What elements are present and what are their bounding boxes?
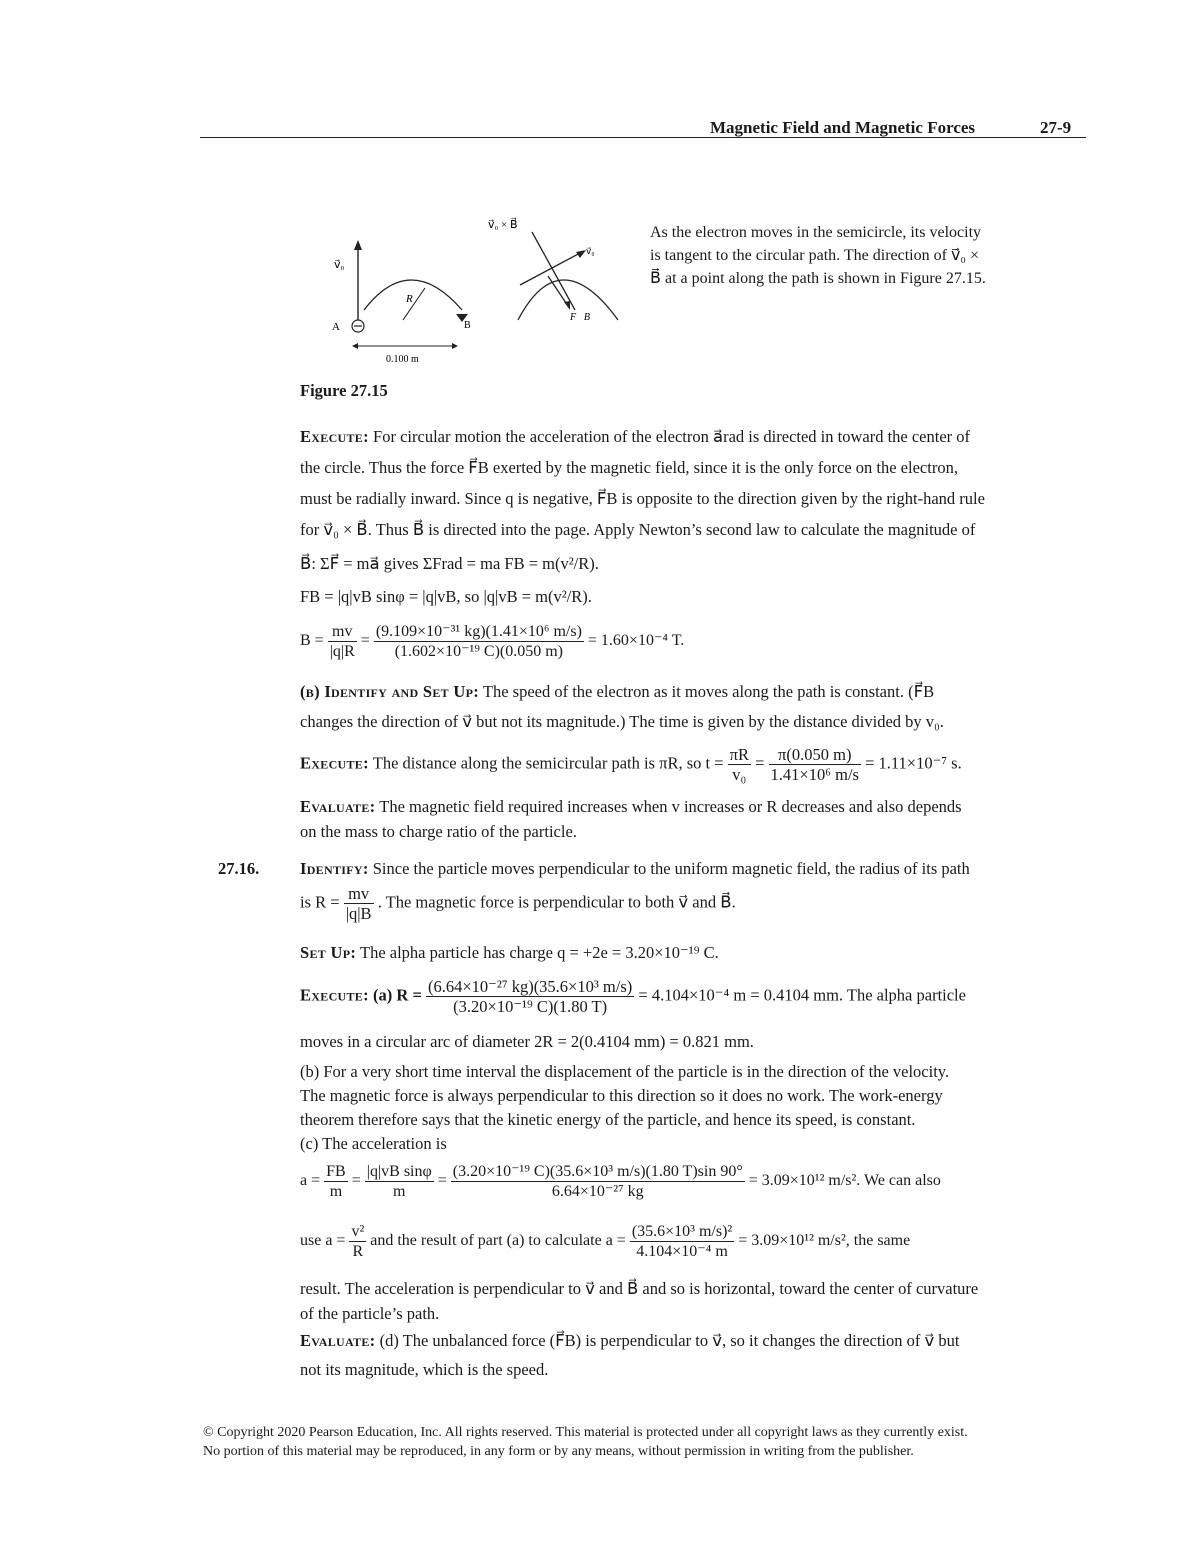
semicircle-path-2 (518, 280, 618, 320)
part-b-label: (b) Identify and Set Up: (300, 682, 480, 701)
fraction-b-values: $\frac{\text{(9.109×10⁻³¹ kg)(1.41×10⁶ m/s)}}{\text{(1.602×10⁻¹⁹ C)(0.050 m)}}$ (375, 623, 582, 660)
fraction-acc-values: $\frac{\text{(3.20×10⁻¹⁹ C)(35.6×10³ m/s)(1.80 T)sin 90°}}{\text{6.64×10⁻²⁷ kg}}$ (452, 1163, 743, 1200)
acc-lhs: a = (300, 1172, 321, 1190)
identify-text: Since the particle moves perpendicular to the uniform magnetic field, the radius of its path (372, 859, 970, 878)
execute-line2: the circle. Thus the force F⃗B exerted by the magnetic field, since it is the only force on the electron, (300, 458, 958, 477)
fraction-v2-r: $\frac{\text{v²}}{R}$ (351, 1223, 365, 1260)
execute-label-2: Execute: (300, 985, 369, 1005)
figure-caption-label: Figure 27.15 (300, 381, 388, 400)
fraction-radius-values: $\frac{\text{(6.64×10⁻²⁷ kg)(35.6×10³ m/s)}}{\text{(3.20×10⁻¹⁹ C)(1.80 T)}}$ (427, 977, 633, 1016)
execute-text: For circular motion the acceleration of the electron a⃗rad is directed in toward the center of (373, 427, 971, 446)
v0-tangent-label: v⃗₀ (586, 246, 595, 256)
distance-label: 0.100 m (386, 354, 419, 365)
part-a-label: (a) R = (373, 985, 422, 1005)
identify-line1 (300, 859, 970, 879)
result-line1: result. The acceleration is perpendicular to v⃗ and B⃗ and so is horizontal, toward the center of curvature (300, 1279, 979, 1298)
radius-result: = 4.104×10⁻⁴ m = 0.4104 mm. The alpha particle (638, 985, 966, 1005)
problem-number: 27.16. (218, 859, 260, 878)
eq-result: = 1.60×10⁻⁴ T. (587, 632, 685, 650)
identify-line2 (300, 884, 736, 923)
copyright-line2: No portion of this material may be reproduced, in any form or by any means, without permission in writing from the publisher. (203, 1444, 914, 1459)
part-b-line3-2: theorem therefore says that the kinetic energy of the particle, and hence its speed, is constant. (300, 1110, 916, 1129)
acceleration-equation: a = $\frac{FB}{m}$ = $\frac{\text{|q|vB sinφ}}{m}$ = $\frac{\text{(3.20×10⁻¹⁹ C)(35.6×10³ m/s)(1.80 T)sin 90°}}{\text{6.64×10⁻²⁷ kg}}$ = 3.09×10¹² m/s². We can also (300, 1163, 941, 1200)
setup-line (300, 943, 719, 963)
point-b-label: B (464, 320, 471, 331)
is-r-text: is R = (300, 892, 340, 912)
part-b-text: The speed of the electron as it moves along the path is constant. (F⃗B (482, 682, 935, 701)
evaluate-d-line2: not its magnitude, which is the speed. (300, 1360, 549, 1379)
use-a-text: use a = (300, 1232, 346, 1250)
cross-arrow-1 (532, 232, 575, 310)
figure-side-caption: As the electron moves in the semicircle, its velocity is tangent to the circular path. The direction of v⃗₀ × B⃗ at a point along the path is shown in Figure 27.15. (650, 224, 986, 287)
v0xb-label: v⃗₀ × B⃗ (488, 219, 518, 231)
page-number: 27-9 (1040, 118, 1072, 137)
figure-27-15 (320, 210, 640, 370)
running-header-title: Magnetic Field and Magnetic Forces (710, 118, 976, 137)
identify-label: Identify: (300, 859, 369, 878)
use-mid-text: and the result of part (a) to calculate a = (370, 1232, 626, 1250)
setup-text: The alpha particle has charge q = +2e = 3.20×10⁻¹⁹ C. (359, 943, 719, 962)
evaluate-d-line1 (300, 1331, 959, 1351)
execute-line6: FB = |q|vB sinφ = |q|vB, so |q|vB = m(v²/R). (300, 587, 592, 606)
evaluate-label-2: Evaluate: (300, 1331, 376, 1350)
identify-line2-text: . The magnetic force is perpendicular to both v⃗ and B⃗. (377, 892, 736, 912)
eq-lhs: B = (300, 632, 324, 650)
fraction-pir-v0: $\frac{\pi R}{\text{v₀}}$ (729, 745, 749, 784)
fraction-qvb-m: $\frac{\text{|q|vB sinφ}}{m}$ (366, 1163, 432, 1200)
fb-label: F⃗B (570, 312, 590, 323)
radius-label: R (406, 293, 413, 305)
execute-a-line (300, 977, 966, 1016)
part-b-line1-2: (b) For a very short time interval the displacement of the particle is in the direction of the velocity. (300, 1062, 950, 1081)
part-b-execute: Execute: The distance along the semicircular path is πR, so t = $\frac{\pi R}{\text{v₀}}$ = $\frac{\pi(0.050 m)}{\text{1.41×10⁶ m/s}}$ = 1.11×10⁻⁷ s. (300, 745, 962, 784)
alt-acceleration-equation (300, 1222, 910, 1261)
fraction-alt-values: $\frac{\text{(35.6×10³ m/s)²}}{\text{4.104×10⁻⁴ m}}$ (631, 1223, 733, 1260)
execute-label-b: Execute: (300, 753, 369, 773)
copyright-line1: © Copyright 2020 Pearson Education, Inc. All rights reserved. This material is protected under all copyright laws as they currently exist. (203, 1425, 968, 1440)
acc-result: = 3.09×10¹² m/s². We can also (748, 1172, 941, 1190)
setup-label: Set Up: (300, 943, 357, 962)
fraction-radius: $\frac{mv}{|q|B}$ (345, 884, 372, 923)
execute-label: Execute: (300, 427, 369, 446)
result-line2: of the particle’s path. (300, 1304, 440, 1323)
point-a-label: A (332, 321, 340, 333)
execute-b-text: The distance along the semicircular path is πR, so t = (372, 753, 724, 773)
part-b-line1 (300, 682, 934, 702)
fraction-fb-m: $\frac{FB}{m}$ (326, 1163, 346, 1200)
execute-paragraph-line1 (300, 427, 970, 447)
evaluate-label: Evaluate: (300, 797, 376, 816)
v0-label: v⃗₀ (334, 259, 345, 271)
fraction-time-values: $\frac{\pi(0.050 m)}{\text{1.41×10⁶ m/s}}$ (770, 745, 859, 784)
equation-b-field: B = $\frac{mv}{|q|R}$ = $\frac{\text{(9.109×10⁻³¹ kg)(1.41×10⁶ m/s)}}{\text{(1.602×10⁻¹⁹ C)(0.050 m)}}$ = 1.60×10⁻⁴ T. (300, 623, 685, 660)
execute-line3: must be radially inward. Since q is negative, F⃗B is opposite to the direction given by the right-hand rule (300, 489, 985, 508)
alt-result: = 3.09×10¹² m/s², the same (738, 1232, 911, 1250)
evaluate-text: The magnetic field required increases when v increases or R decreases and also depends (379, 797, 962, 816)
fraction-mv-qr: $\frac{mv}{|q|R}$ (329, 623, 355, 660)
part-b-line2-2: The magnetic force is always perpendicular to this direction so it does no work. The work-energy (300, 1086, 943, 1105)
part-c-line1: (c) The acceleration is (300, 1134, 447, 1153)
part-b-line2: changes the direction of v⃗ but not its magnitude.) The time is given by the distance divided by v₀. (300, 712, 944, 731)
header-rule (200, 137, 1086, 138)
evaluate-line2: on the mass to charge ratio of the particle. (300, 822, 577, 841)
evaluate-d-text: (d) The unbalanced force (F⃗B) is perpendicular to v⃗, so it changes the direction of v⃗ but (379, 1331, 960, 1350)
part-a-line2: moves in a circular arc of diameter 2R = 2(0.4104 mm) = 0.821 mm. (300, 1032, 754, 1051)
time-result: = 1.11×10⁻⁷ s. (865, 753, 962, 773)
execute-line4: for v⃗₀ × B⃗. Thus B⃗ is directed into the page. Apply Newton’s second law to calculate the magnitude of (300, 520, 976, 539)
evaluate-line1 (300, 797, 962, 817)
execute-line5: B⃗: ΣF⃗ = ma⃗ gives ΣFrad = ma FB = m(v²/R). (300, 554, 599, 573)
